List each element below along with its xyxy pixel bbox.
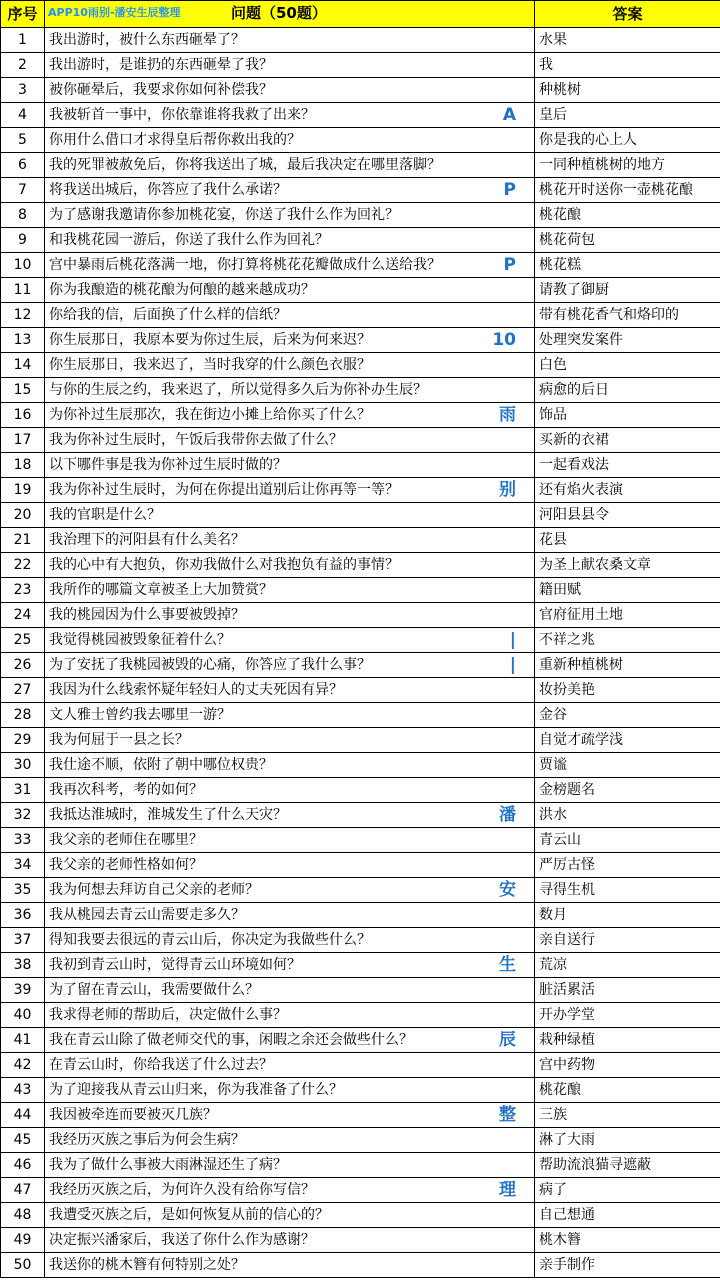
table-row — [1, 503, 720, 528]
question-text: 我为了做什么事被大雨淋湿还生了病？ — [49, 1157, 287, 1173]
answer-cell: 桃花酿 — [535, 203, 720, 228]
question-text: 以下哪件事是我为你补过生辰时做的？ — [49, 457, 287, 473]
table-row — [1, 903, 720, 928]
question-text: 和我桃花园一游后，你送了我什么作为回礼？ — [49, 232, 329, 248]
row-number: 5 — [1, 128, 45, 153]
question-cell — [45, 153, 535, 178]
row-number: 19 — [1, 478, 45, 503]
row-number: 27 — [1, 678, 45, 703]
table-row — [1, 178, 720, 203]
question-cell — [45, 1178, 535, 1203]
table-row — [1, 478, 720, 503]
row-number: 24 — [1, 603, 45, 628]
question-cell — [45, 353, 535, 378]
table-row — [1, 1103, 720, 1128]
row-number: 33 — [1, 828, 45, 853]
question-cell — [45, 828, 535, 853]
side-mark: 雨 — [499, 405, 516, 425]
question-cell — [45, 853, 535, 878]
table-row — [1, 703, 720, 728]
question-cell — [45, 453, 535, 478]
answer-cell: 籍田赋 — [535, 578, 720, 603]
question-text: 我为你补过生辰时，午饭后我带你去做了什么？ — [49, 432, 343, 448]
question-cell — [45, 603, 535, 628]
header-answer: 答案 — [535, 1, 720, 28]
answer-cell: 桃花糕 — [535, 253, 720, 278]
question-cell — [45, 428, 535, 453]
row-number: 14 — [1, 353, 45, 378]
question-cell — [45, 403, 535, 428]
question-text: 我经历灭族之后，为何许久没有给你写信？ — [49, 1182, 315, 1198]
question-text: 我从桃园去青云山需要走多久？ — [49, 907, 245, 923]
answer-cell: 桃花开时送你一壶桃花酿 — [535, 178, 720, 203]
row-number: 6 — [1, 153, 45, 178]
question-text: 为了留在青云山，我需要做什么？ — [49, 982, 259, 998]
side-mark: | — [509, 630, 516, 650]
table-row — [1, 1053, 720, 1078]
answer-cell: 请教了御厨 — [535, 278, 720, 303]
question-cell — [45, 103, 535, 128]
table-row — [1, 603, 720, 628]
question-text: 你生辰那日，我来迟了，当时我穿的什么颜色衣服？ — [49, 357, 371, 373]
row-number: 32 — [1, 803, 45, 828]
answer-cell: 淋了大雨 — [535, 1128, 720, 1153]
table-row — [1, 128, 720, 153]
table-row — [1, 803, 720, 828]
answer-cell: 脏活累活 — [535, 978, 720, 1003]
answer-cell: 皇后 — [535, 103, 720, 128]
table-row — [1, 853, 720, 878]
row-number: 44 — [1, 1103, 45, 1128]
question-cell — [45, 703, 535, 728]
table-row — [1, 1178, 720, 1203]
answer-cell: 重新种植桃树 — [535, 653, 720, 678]
question-text: 为你补过生辰那次，我在街边小摊上给你买了什么？ — [49, 407, 371, 423]
question-cell — [45, 303, 535, 328]
question-text: 将我送出城后，你答应了我什么承诺？ — [49, 182, 287, 198]
question-text: 我求得老师的帮助后，决定做什么事？ — [49, 1007, 287, 1023]
row-number: 21 — [1, 528, 45, 553]
side-mark: 整 — [499, 1105, 516, 1125]
side-mark: 别 — [499, 480, 516, 500]
question-title: 问题（50题） — [231, 4, 327, 22]
side-mark: 辰 — [499, 1030, 516, 1050]
table-row — [1, 328, 720, 353]
table-row — [1, 1078, 720, 1103]
table-row — [1, 78, 720, 103]
answer-cell: 宫中药物 — [535, 1053, 720, 1078]
table-row — [1, 778, 720, 803]
question-cell — [45, 378, 535, 403]
row-number: 47 — [1, 1178, 45, 1203]
answer-cell: 我 — [535, 53, 720, 78]
row-number: 26 — [1, 653, 45, 678]
row-number: 35 — [1, 878, 45, 903]
answer-cell: 贾谧 — [535, 753, 720, 778]
table-row — [1, 353, 720, 378]
question-cell — [45, 578, 535, 603]
row-number: 7 — [1, 178, 45, 203]
answer-cell: 金谷 — [535, 703, 720, 728]
question-text: 得知我要去很远的青云山后，你决定为我做些什么？ — [49, 932, 371, 948]
question-cell — [45, 1053, 535, 1078]
table-row — [1, 628, 720, 653]
side-mark: P — [503, 180, 516, 200]
question-cell — [45, 78, 535, 103]
answer-cell: 桃花荷包 — [535, 228, 720, 253]
question-cell — [45, 478, 535, 503]
row-number: 41 — [1, 1028, 45, 1053]
answer-cell: 寻得生机 — [535, 878, 720, 903]
row-number: 15 — [1, 378, 45, 403]
question-text: 我遭受灭族之后，是如何恢复从前的信心的？ — [49, 1207, 329, 1223]
answer-cell: 一同种植桃树的地方 — [535, 153, 720, 178]
answer-cell: 亲自送行 — [535, 928, 720, 953]
table-row — [1, 278, 720, 303]
question-cell — [45, 528, 535, 553]
question-cell — [45, 1103, 535, 1128]
row-number: 1 — [1, 28, 45, 53]
question-text: 决定振兴潘家后，我送了你什么作为感谢？ — [49, 1232, 315, 1248]
answer-cell: 自己想通 — [535, 1203, 720, 1228]
answer-cell: 带有桃花香气和烙印的 — [535, 303, 720, 328]
row-number: 40 — [1, 1003, 45, 1028]
question-cell — [45, 503, 535, 528]
answer-cell: 还有焰火表演 — [535, 478, 720, 503]
table-row — [1, 403, 720, 428]
row-number: 10 — [1, 253, 45, 278]
table-row — [1, 1003, 720, 1028]
question-text: 我仕途不顺，依附了朝中哪位权贵？ — [49, 757, 273, 773]
question-cell — [45, 953, 535, 978]
answer-cell: 亲手制作 — [535, 1253, 720, 1278]
row-number: 12 — [1, 303, 45, 328]
row-number: 45 — [1, 1128, 45, 1153]
answer-cell: 病了 — [535, 1178, 720, 1203]
row-number: 49 — [1, 1228, 45, 1253]
table-row — [1, 153, 720, 178]
row-number: 4 — [1, 103, 45, 128]
question-cell — [45, 1203, 535, 1228]
question-cell — [45, 1028, 535, 1053]
answer-cell: 严厉古怪 — [535, 853, 720, 878]
question-text: 宫中暴雨后桃花落满一地，你打算将桃花花瓣做成什么送给我？ — [49, 257, 441, 273]
answer-cell: 数月 — [535, 903, 720, 928]
question-cell — [45, 728, 535, 753]
answer-cell: 你是我的心上人 — [535, 128, 720, 153]
question-text: 我经历灭族之事后为何会生病？ — [49, 1132, 245, 1148]
question-cell — [45, 553, 535, 578]
question-text: 我因被牵连而要被灭几族？ — [49, 1107, 217, 1123]
answer-cell: 栽种绿植 — [535, 1028, 720, 1053]
side-mark: A — [502, 105, 516, 125]
question-cell — [45, 1078, 535, 1103]
row-number: 2 — [1, 53, 45, 78]
answer-cell: 白色 — [535, 353, 720, 378]
row-number: 50 — [1, 1253, 45, 1278]
table-row — [1, 728, 720, 753]
question-text: 我出游时，是谁扔的东西砸晕了我？ — [49, 57, 273, 73]
question-text: 你为我酿造的桃花酿为何酿的越来越成功？ — [49, 282, 315, 298]
row-number: 22 — [1, 553, 45, 578]
question-text: 我父亲的老师性格如何？ — [49, 857, 203, 873]
question-text: 我为你补过生辰时，为何在你提出道别后让你再等一等？ — [49, 482, 399, 498]
row-number: 36 — [1, 903, 45, 928]
side-mark: P — [503, 255, 516, 275]
row-number: 16 — [1, 403, 45, 428]
question-cell — [45, 803, 535, 828]
table-row — [1, 1028, 720, 1053]
table-row — [1, 953, 720, 978]
table-row — [1, 203, 720, 228]
table-row — [1, 228, 720, 253]
question-text: 在青云山时，你给我送了什么过去？ — [49, 1057, 273, 1073]
question-text: 我觉得桃园被毁象征着什么？ — [49, 632, 231, 648]
question-text: 我为何屈于一县之长？ — [49, 732, 189, 748]
row-number: 43 — [1, 1078, 45, 1103]
question-text: 我因为什么线索怀疑年轻妇人的丈夫死因有异？ — [49, 682, 343, 698]
header-num: 序号 — [1, 1, 45, 28]
side-mark: 10 — [492, 330, 516, 350]
row-number: 28 — [1, 703, 45, 728]
question-cell — [45, 1228, 535, 1253]
question-text: 与你的生辰之约，我来迟了，所以觉得多久后为你补办生辰？ — [49, 382, 427, 398]
question-text: 你生辰那日，我原本要为你过生辰，后来为何来迟？ — [49, 332, 371, 348]
table-row — [1, 53, 720, 78]
row-number: 37 — [1, 928, 45, 953]
side-mark: 生 — [499, 955, 516, 975]
table-row — [1, 653, 720, 678]
question-text: 为了感谢我邀请你参加桃花宴，你送了我什么作为回礼？ — [49, 207, 399, 223]
table-row — [1, 753, 720, 778]
answer-cell: 桃木簪 — [535, 1228, 720, 1253]
question-cell — [45, 878, 535, 903]
table-row — [1, 1253, 720, 1278]
question-text: 我出游时，被什么东西砸晕了？ — [49, 32, 245, 48]
question-text: 为了安抚了我桃园被毁的心痛，你答应了我什么事？ — [49, 657, 371, 673]
side-mark: | — [509, 655, 516, 675]
answer-cell: 荒凉 — [535, 953, 720, 978]
question-text: 你给我的信，后面换了什么样的信纸？ — [49, 307, 287, 323]
credit-label: APP10雨别-潘安生辰整理 — [48, 6, 181, 19]
row-number: 38 — [1, 953, 45, 978]
header-row — [1, 1, 720, 28]
question-cell — [45, 28, 535, 53]
table-row — [1, 928, 720, 953]
table-row — [1, 453, 720, 478]
answer-cell: 金榜题名 — [535, 778, 720, 803]
answer-cell: 妆扮美艳 — [535, 678, 720, 703]
table-row — [1, 978, 720, 1003]
row-number: 29 — [1, 728, 45, 753]
answer-cell: 花县 — [535, 528, 720, 553]
question-text: 我的官职是什么？ — [49, 507, 161, 523]
answer-cell: 一起看戏法 — [535, 453, 720, 478]
question-text: 我初到青云山时，觉得青云山环境如何？ — [49, 957, 301, 973]
row-number: 31 — [1, 778, 45, 803]
question-text: 你用什么借口才求得皇后帮你救出我的？ — [49, 132, 301, 148]
question-cell — [45, 228, 535, 253]
question-cell — [45, 778, 535, 803]
question-text: 我在青云山除了做老师交代的事，闲暇之余还会做些什么？ — [49, 1032, 413, 1048]
question-cell — [45, 628, 535, 653]
question-text: 我再次科考，考的如何？ — [49, 782, 203, 798]
question-text: 我的死罪被赦免后，你将我送出了城，最后我决定在哪里落脚？ — [49, 157, 441, 173]
answer-cell: 青云山 — [535, 828, 720, 853]
row-number: 3 — [1, 78, 45, 103]
table-row — [1, 828, 720, 853]
answer-cell: 帮助流浪猫寻遮蔽 — [535, 1153, 720, 1178]
answer-cell: 水果 — [535, 28, 720, 53]
row-number: 39 — [1, 978, 45, 1003]
row-number: 13 — [1, 328, 45, 353]
answer-cell: 官府征用土地 — [535, 603, 720, 628]
question-cell — [45, 1128, 535, 1153]
answer-cell: 桃花酿 — [535, 1078, 720, 1103]
table-row — [1, 428, 720, 453]
question-text: 我被斩首一事中，你依靠谁将我救了出来？ — [49, 107, 315, 123]
row-number: 48 — [1, 1203, 45, 1228]
question-cell — [45, 978, 535, 1003]
answer-cell: 买新的衣裙 — [535, 428, 720, 453]
row-number: 46 — [1, 1153, 45, 1178]
question-text: 文人雅士曾约我去哪里一游？ — [49, 707, 231, 723]
row-number: 11 — [1, 278, 45, 303]
table-row — [1, 678, 720, 703]
question-text: 我治理下的河阳县有什么美名？ — [49, 532, 245, 548]
answer-cell: 自觉才疏学浅 — [535, 728, 720, 753]
side-mark: 理 — [499, 1180, 516, 1200]
table-row — [1, 103, 720, 128]
answer-cell: 病愈的后日 — [535, 378, 720, 403]
question-text: 为了迎接我从青云山归来，你为我准备了什么？ — [49, 1082, 343, 1098]
table-row — [1, 878, 720, 903]
table-row — [1, 1153, 720, 1178]
header-question — [45, 1, 535, 28]
row-number: 18 — [1, 453, 45, 478]
question-cell — [45, 203, 535, 228]
question-cell — [45, 53, 535, 78]
table-row — [1, 528, 720, 553]
answer-cell: 为圣上献农桑文章 — [535, 553, 720, 578]
question-text: 我父亲的老师住在哪里？ — [49, 832, 203, 848]
question-cell — [45, 178, 535, 203]
table-row — [1, 578, 720, 603]
question-text: 我送你的桃木簪有何特别之处？ — [49, 1257, 245, 1273]
question-cell — [45, 253, 535, 278]
question-cell — [45, 928, 535, 953]
row-number: 23 — [1, 578, 45, 603]
row-number: 8 — [1, 203, 45, 228]
table-row — [1, 303, 720, 328]
row-number: 34 — [1, 853, 45, 878]
row-number: 30 — [1, 753, 45, 778]
answer-cell: 处理突发案件 — [535, 328, 720, 353]
row-number: 25 — [1, 628, 45, 653]
question-cell — [45, 678, 535, 703]
table-row — [1, 1203, 720, 1228]
question-text: 我的桃园因为什么事要被毁掉？ — [49, 607, 245, 623]
question-cell — [45, 753, 535, 778]
answer-cell: 饰品 — [535, 403, 720, 428]
table-row — [1, 28, 720, 53]
table-row — [1, 553, 720, 578]
question-cell — [45, 278, 535, 303]
question-text: 我为何想去拜访自己父亲的老师？ — [49, 882, 259, 898]
row-number: 17 — [1, 428, 45, 453]
question-cell — [45, 653, 535, 678]
question-cell — [45, 1003, 535, 1028]
side-mark: 安 — [499, 880, 516, 900]
question-text: 我所作的哪篇文章被圣上大加赞赏？ — [49, 582, 273, 598]
question-cell — [45, 328, 535, 353]
answer-cell: 三族 — [535, 1103, 720, 1128]
answer-cell: 河阳县县令 — [535, 503, 720, 528]
table-row — [1, 253, 720, 278]
question-text: 我的心中有大抱负，你劝我做什么对我抱负有益的事情？ — [49, 557, 399, 573]
row-number: 20 — [1, 503, 45, 528]
question-cell — [45, 128, 535, 153]
question-text: 被你砸晕后，我要求你如何补偿我？ — [49, 82, 273, 98]
answer-cell: 不祥之兆 — [535, 628, 720, 653]
question-text: 我抵达淮城时，淮城发生了什么天灾？ — [49, 807, 287, 823]
table-row — [1, 1128, 720, 1153]
row-number: 9 — [1, 228, 45, 253]
side-mark: 潘 — [499, 805, 516, 825]
table-row — [1, 1228, 720, 1253]
answer-cell: 洪水 — [535, 803, 720, 828]
table-row — [1, 378, 720, 403]
question-cell — [45, 1253, 535, 1278]
question-cell — [45, 1153, 535, 1178]
answer-cell: 种桃树 — [535, 78, 720, 103]
question-cell — [45, 903, 535, 928]
row-number: 42 — [1, 1053, 45, 1078]
answer-cell: 开办学堂 — [535, 1003, 720, 1028]
